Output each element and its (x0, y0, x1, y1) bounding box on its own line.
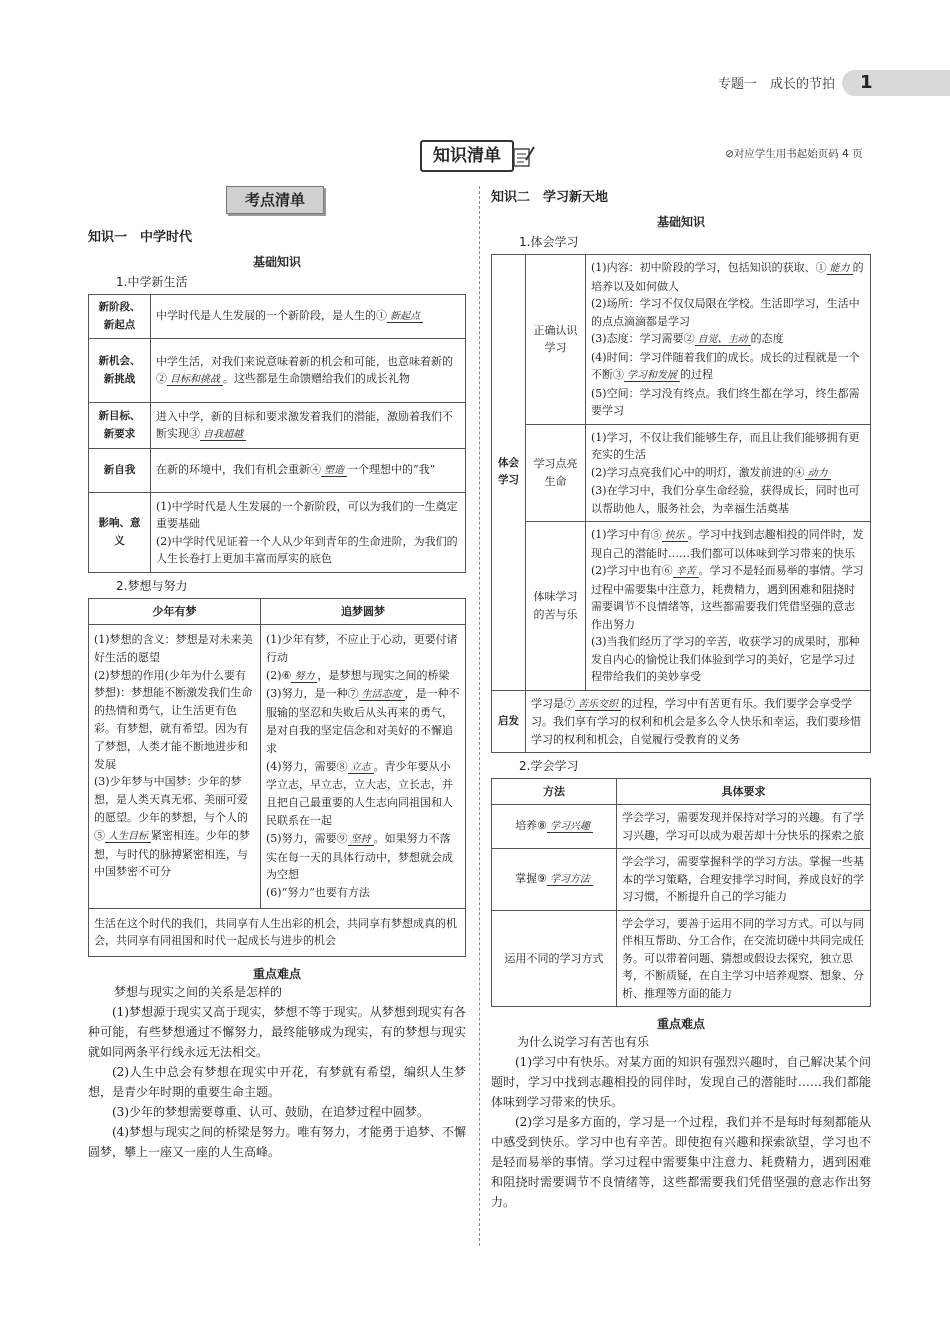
table-row (492, 690, 871, 753)
method-text: 学会学习，需要发现并保持对学习的兴趣。有了学习兴趣，学习可以成为艰苦却十分快乐的探索之旅 (617, 805, 871, 849)
right-column (491, 186, 871, 1212)
basic-knowledge-heading: 基础知识 (656, 215, 705, 229)
key-points-heading: 重点难点 (252, 966, 301, 981)
page-header (0, 70, 950, 96)
table-footer-row (89, 908, 466, 956)
answer-blank: 辛苦 (673, 566, 699, 578)
key-paragraph: (4)梦想与现实之间的桥梁是努力。唯有努力，才能勇于追梦、不懈圆梦，攀上一座又一座的人生高峰。 (88, 1124, 466, 1159)
key-paragraph: (1)梦想源于现实又高于现实，梦想不等于现实。从梦想到现实有各种可能，有些梦想通过不懈努力，最终能够成为现实，有的梦想与现实就如同两条平行线永远无法相交。 (88, 1004, 466, 1059)
row-text: 中学生活，对我们来说意味着新的机会和可能，也意味着新的② 目标和挑战 。这些都是生命馈赠给我们的成长礼物 (151, 339, 466, 403)
method-label: 掌握⑨ 学习方法 (492, 849, 617, 911)
table-row (492, 849, 871, 911)
knowledge-list-banner (420, 140, 538, 170)
row-text: (1)学习，不仅让我们能够生存，而且让我们能够拥有更充实的生活 (2)学习点亮我们心中的明灯，激发前进的④ 动力 (3)在学习中，我们分享生命经验，获得成长，同时也可以帮助他人，服务社会，为幸福生活奠基 (586, 424, 871, 522)
table-header-row (492, 779, 871, 805)
subsection-title: 2.梦想与努力 (116, 579, 188, 593)
page-number: 1 (860, 72, 873, 93)
answer-blank: 生活态度 (359, 689, 405, 701)
table-header-row (89, 599, 466, 625)
table-row (89, 403, 466, 449)
row-text: 进入中学，新的目标和要求激发着我们的潜能，激励着我们不断实现③ 自我超越 (151, 403, 466, 449)
pursue-cell: (1)少年有梦，不应止于心动，更要付诸行动 (2)⑥ 努力 ，是梦想与现实之间的桥梁 (3)努力，是一种⑦ 生活态度 ，是一种不服输的坚忍和失败后从头再来的勇气，是对自我的坚定信念和对美好的不懈追求 (4)努力，需要⑧ 立志 。青少年要从小学立志，早立志，立大志，立长志，并且把自己最重要的人生志向同祖国和人民联系在一起 (5)努力，需要⑨ 坚持 。如果努力不落实在每一天的具体行动中，梦想就会成为空想 (6)“努力”也要有方法 (261, 625, 466, 909)
answer-blank: 塑造 (321, 465, 347, 477)
key-paragraph: (2)学习是多方面的，学习是一个过程，我们并不是每时每刻都能从中感受到快乐。学习中也有辛苦。即使抱有兴趣和探索欲望，学习也不是轻而易举的事情。学习过程中需要集中注意力、耗费精力，遇到困难和阻挠时需要调节不良情绪等，这些都需要我们凭借坚强的意志作出努力。 (491, 1115, 871, 1209)
row-text: (1)中学时代是人生发展的一个新阶段，可以为我们的一生奠定重要基础 (2)中学时代见证着一个人从少年到青年的生命进阶，为我们的人生长卷打上更加丰富而厚实的底色 (151, 493, 466, 573)
subsection-title: 1.中学新生活 (116, 275, 188, 289)
answer-blank: 新起点 (387, 311, 423, 323)
answer-blank: 学习兴趣 (547, 821, 593, 833)
column-header: 方法 (492, 779, 617, 805)
answer-blank: 目标和挑战 (167, 374, 223, 386)
link-icon: ⊘ (725, 148, 734, 160)
row-text: 在新的环境中，我们有机会重新④ 塑造 一个理想中的“我” (151, 449, 466, 493)
table-row (492, 424, 871, 522)
exam-points-banner: 考点清单 (226, 186, 324, 214)
column-header: 追梦圆梦 (261, 599, 466, 625)
table-row (492, 255, 871, 425)
table-row (89, 295, 466, 339)
answer-blank: 快乐 (662, 530, 688, 542)
table-row (492, 805, 871, 849)
table-row (492, 910, 871, 1007)
outer-label: 体会学习 (492, 255, 526, 691)
chapter-title: 专题一 成长的节拍 (717, 77, 835, 92)
key-question: 为什么说学习有苦也有乐 (517, 1035, 650, 1049)
banner-label: 知识清单 (420, 140, 514, 172)
method-label: 培养⑧ 学习兴趣 (492, 805, 617, 849)
table-row (89, 493, 466, 573)
left-column (88, 186, 466, 1162)
page-reference (725, 146, 863, 161)
inspire-text: 学习是⑦ 苦乐交织 的过程，学习中有苦更有乐。我们要学会享受学习。我们享有学习的权利和机会是多么令人快乐和幸运，我们要珍惜学习的权利和机会，自觉履行受教育的义务 (526, 690, 871, 753)
key-question: 梦想与现实之间的关系是怎样的 (114, 984, 283, 999)
answer-blank: 学习方法 (547, 874, 593, 886)
footer-text: 生活在这个时代的我们，共同享有人生出彩的机会，共同享有梦想成真的机会，共同享有同祖国和时代一起成长与进步的机会 (89, 908, 466, 956)
row-label: 新目标、新要求 (89, 403, 151, 449)
row-text: (1)学习中有⑤ 快乐 。学习中找到志趣相投的同伴时，发现自己的潜能时……我们都可以体味到学习带来的快乐 (2)学习中也有⑥ 辛苦 。学习不是轻而易举的事情。学习过程中需要集中注意力，耗费精力，遇到困难和阻挠时需要调节不良情绪等，这些都需要我们凭借坚强的意志作出努力 (3)当我们经历了学习的辛苦，收获学习的成果时，那种发自内心的愉悦让我们体验到学习的美好，它是学习过程带给我们的美妙享受 (586, 522, 871, 691)
middle-school-table (88, 294, 466, 573)
answer-blank: 学习和发展 (624, 370, 680, 382)
answer-blank: 坚持 (348, 834, 374, 846)
column-divider (479, 186, 480, 1246)
row-label: 学习点亮生命 (526, 424, 586, 522)
method-text: 学会学习，要善于运用不同的学习方式。可以与同伴相互帮助、分工合作，在交流切磋中共同完成任务。可以带着问题、猜想或假设去探究，独立思考，不断质疑，在自主学习中培养观察、想象、分析、推理等方面的能力 (617, 910, 871, 1007)
row-text: (1)内容：初中阶段的学习，包括知识的获取、① 能力 的培养以及如何做人 (2)场所：学习不仅仅局限在学校。生活即学习，生活中的点点滴滴都是学习 (3)态度：学习需要② 自觉、主动 的态度 (4)时间：学习伴随着我们的成长。成长的过程就是一个不断③ 学习和发展 的过程 (5)空间：学习没有终点。我们终生都在学习，终生都需要学习 (586, 255, 871, 425)
dream-effort-table (88, 598, 466, 957)
subsection-title: 1.体会学习 (519, 235, 579, 249)
table-row (89, 339, 466, 403)
answer-blank: 能力 (827, 263, 853, 275)
subsection-title: 2.学会学习 (519, 759, 579, 773)
column-header: 少年有梦 (89, 599, 261, 625)
knowledge-2-title: 知识二 学习新天地 (491, 190, 609, 205)
key-points-heading: 重点难点 (656, 1017, 705, 1031)
table-row (89, 625, 466, 909)
answer-blank: 动力 (805, 468, 831, 480)
dream-cell: (1)梦想的含义：梦想是对未来美好生活的愿望 (2)梦想的作用(少年为什么要有梦想)：梦想能不断激发我们生命的热情和勇气，让生活更有色彩。有梦想，就有希望。因为有了梦想，人类才能不断地进步和发展 (3)少年梦与中国梦：少年的梦想，是人类天真无邪、美丽可爱的愿望。少年的梦想，与个人的⑤ 人生目标 紧密相连。少年的梦想，与时代的脉搏紧密相连，与中国梦密不可分 (89, 625, 261, 909)
key-paragraph: (2)人生中总会有梦想在现实中开花，有梦就有希望，编织人生梦想，是青少年时期的重要生命主题。 (88, 1064, 466, 1099)
row-label: 新阶段、新起点 (89, 295, 151, 339)
method-label: 运用不同的学习方式 (492, 910, 617, 1007)
key-paragraph: (3)少年的梦想需要尊重、认可、鼓励，在追梦过程中圆梦。 (112, 1104, 430, 1119)
experience-learning-table (491, 254, 871, 753)
table-row (89, 449, 466, 493)
method-text: 学会学习，需要掌握科学的学习方法。掌握一些基本的学习策略，合理安排学习时间，养成良好的学习习惯，不断提升自己的学习能力 (617, 849, 871, 911)
knowledge-1-title: 知识一 中学时代 (88, 230, 193, 245)
answer-blank: 自我超越 (200, 429, 246, 441)
row-text: 中学时代是人生发展的一个新阶段，是人生的① 新起点 (151, 295, 466, 339)
answer-blank: 努力 (291, 671, 317, 683)
answer-blank: 自觉、主动 (695, 334, 751, 346)
page-number-tab (842, 70, 950, 96)
row-label: 体味学习的苦与乐 (526, 522, 586, 691)
page-ref-text: 对应学生用书起始页码 4 页 (733, 148, 863, 160)
row-label: 影响、意义 (89, 493, 151, 573)
inspire-label: 启发 (492, 690, 526, 753)
row-label: 正确认识学习 (526, 255, 586, 425)
table-row (492, 522, 871, 691)
answer-blank: 立志 (348, 762, 374, 774)
notepad-pencil-icon (512, 144, 536, 168)
answer-blank: 人生目标 (105, 831, 151, 843)
row-label: 新机会、新挑战 (89, 339, 151, 403)
key-paragraph: (1)学习中有快乐。对某方面的知识有强烈兴趣时，自己解决某个问题时，学习中找到志趣相投的同伴时，发现自己的潜能时……我们都能体味到学习带来的快乐。 (491, 1055, 871, 1109)
column-header: 具体要求 (617, 779, 871, 805)
learn-to-learn-table (491, 778, 871, 1007)
answer-blank: 苦乐交织 (575, 699, 621, 711)
basic-knowledge-heading: 基础知识 (252, 255, 301, 269)
row-label: 新自我 (89, 449, 151, 493)
